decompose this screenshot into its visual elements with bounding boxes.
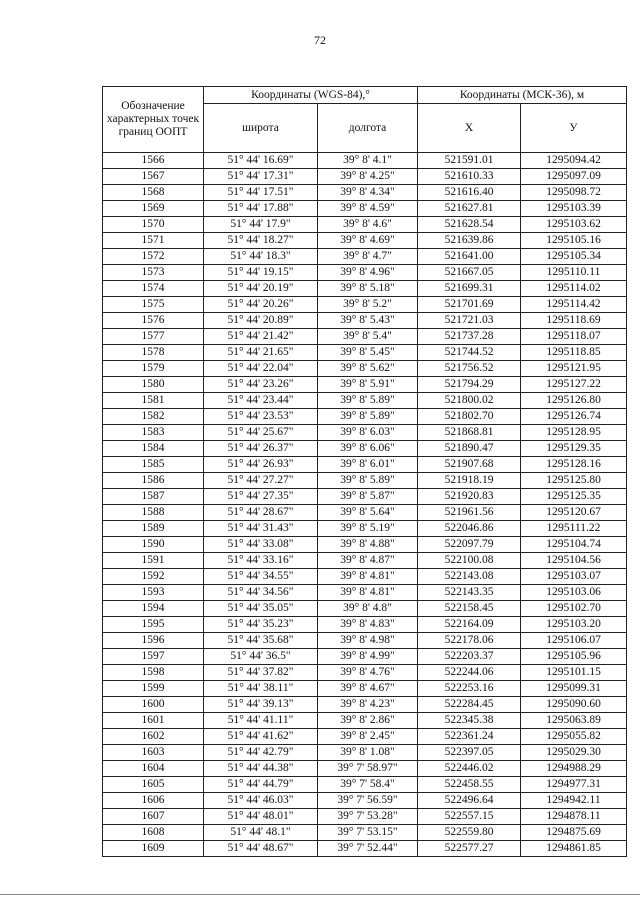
- longitude-cell: 39° 8' 5.43": [318, 313, 418, 329]
- latitude-cell: 51° 44' 20.19": [204, 281, 318, 297]
- longitude-cell: 39° 8' 4.6": [318, 217, 418, 233]
- table-row: [103, 313, 627, 329]
- y-cell: 1295099.31: [521, 681, 627, 697]
- x-cell: 521918.19: [418, 473, 521, 489]
- x-cell: 522559.80: [418, 825, 521, 841]
- y-cell: 1295129.35: [521, 441, 627, 457]
- longitude-cell: 39° 8' 1.08": [318, 745, 418, 761]
- longitude-header: долгота: [318, 104, 418, 153]
- table-body: [103, 153, 627, 857]
- table-row: [103, 377, 627, 393]
- longitude-cell: 39° 8' 4.81": [318, 569, 418, 585]
- point-id-cell: 1603: [103, 745, 204, 761]
- latitude-cell: 51° 44' 17.88": [204, 201, 318, 217]
- latitude-cell: 51° 44' 41.62": [204, 729, 318, 745]
- x-cell: 522203.37: [418, 649, 521, 665]
- latitude-cell: 51° 44' 48.67": [204, 841, 318, 857]
- x-cell: 521628.54: [418, 217, 521, 233]
- x-cell: 521627.81: [418, 201, 521, 217]
- table-row: [103, 745, 627, 761]
- y-cell: 1295063.89: [521, 713, 627, 729]
- latitude-cell: 51° 44' 36.5": [204, 649, 318, 665]
- latitude-cell: 51° 44' 23.44": [204, 393, 318, 409]
- latitude-cell: 51° 44' 20.89": [204, 313, 318, 329]
- point-id-cell: 1576: [103, 313, 204, 329]
- point-id-cell: 1572: [103, 249, 204, 265]
- longitude-cell: 39° 8' 5.89": [318, 393, 418, 409]
- point-id-cell: 1573: [103, 265, 204, 281]
- longitude-cell: 39° 8' 4.98": [318, 633, 418, 649]
- point-id-cell: 1601: [103, 713, 204, 729]
- point-id-cell: 1567: [103, 169, 204, 185]
- longitude-cell: 39° 8' 6.01": [318, 457, 418, 473]
- longitude-cell: 39° 8' 5.89": [318, 473, 418, 489]
- point-id-cell: 1595: [103, 617, 204, 633]
- point-id-cell: 1602: [103, 729, 204, 745]
- latitude-cell: 51° 44' 46.03": [204, 793, 318, 809]
- latitude-cell: 51° 44' 44.38": [204, 761, 318, 777]
- y-cell: 1295114.02: [521, 281, 627, 297]
- point-id-cell: 1604: [103, 761, 204, 777]
- table-row: [103, 761, 627, 777]
- x-cell: 522244.06: [418, 665, 521, 681]
- y-cell: 1295118.07: [521, 329, 627, 345]
- point-id-cell: 1575: [103, 297, 204, 313]
- x-cell: 521800.02: [418, 393, 521, 409]
- longitude-cell: 39° 8' 4.8": [318, 601, 418, 617]
- y-cell: 1295118.85: [521, 345, 627, 361]
- msk36-coordinates-header: Координаты (МСК-36), м: [418, 87, 627, 104]
- y-cell: 1295105.96: [521, 649, 627, 665]
- table-row: [103, 537, 627, 553]
- y-cell: 1295114.42: [521, 297, 627, 313]
- table-row: [103, 809, 627, 825]
- latitude-cell: 51° 44' 28.67": [204, 505, 318, 521]
- longitude-cell: 39° 8' 4.76": [318, 665, 418, 681]
- latitude-cell: 51° 44' 21.65": [204, 345, 318, 361]
- table-row: [103, 201, 627, 217]
- longitude-cell: 39° 8' 5.87": [318, 489, 418, 505]
- y-cell: 1295126.74: [521, 409, 627, 425]
- table-row: [103, 249, 627, 265]
- longitude-cell: 39° 8' 4.34": [318, 185, 418, 201]
- x-cell: 521591.01: [418, 153, 521, 169]
- latitude-cell: 51° 44' 17.51": [204, 185, 318, 201]
- point-id-cell: 1594: [103, 601, 204, 617]
- table-row: [103, 585, 627, 601]
- point-id-cell: 1589: [103, 521, 204, 537]
- point-id-cell: 1569: [103, 201, 204, 217]
- table-row: [103, 665, 627, 681]
- latitude-cell: 51° 44' 38.11": [204, 681, 318, 697]
- latitude-cell: 51° 44' 23.26": [204, 377, 318, 393]
- latitude-cell: 51° 44' 48.01": [204, 809, 318, 825]
- longitude-cell: 39° 8' 5.18": [318, 281, 418, 297]
- y-cell: 1295110.11: [521, 265, 627, 281]
- x-cell: 521907.68: [418, 457, 521, 473]
- table-row: [103, 473, 627, 489]
- longitude-cell: 39° 7' 58.97": [318, 761, 418, 777]
- x-cell: 521890.47: [418, 441, 521, 457]
- longitude-cell: 39° 8' 4.96": [318, 265, 418, 281]
- table-row: [103, 649, 627, 665]
- x-cell: 522397.05: [418, 745, 521, 761]
- table-row: [103, 393, 627, 409]
- y-cell: 1295121.95: [521, 361, 627, 377]
- point-id-cell: 1606: [103, 793, 204, 809]
- longitude-cell: 39° 8' 5.4": [318, 329, 418, 345]
- y-cell: 1295105.34: [521, 249, 627, 265]
- point-id-cell: 1588: [103, 505, 204, 521]
- table-row: [103, 233, 627, 249]
- y-cell: 1294861.85: [521, 841, 627, 857]
- table-row: [103, 425, 627, 441]
- y-cell: 1295104.56: [521, 553, 627, 569]
- table-row: [103, 793, 627, 809]
- latitude-cell: 51° 44' 23.53": [204, 409, 318, 425]
- x-cell: 521639.86: [418, 233, 521, 249]
- bottom-divider: [0, 894, 640, 895]
- longitude-cell: 39° 7' 52.44": [318, 841, 418, 857]
- latitude-cell: 51° 44' 34.56": [204, 585, 318, 601]
- y-cell: 1295103.39: [521, 201, 627, 217]
- longitude-cell: 39° 8' 4.87": [318, 553, 418, 569]
- longitude-cell: 39° 8' 5.19": [318, 521, 418, 537]
- x-cell: 522446.02: [418, 761, 521, 777]
- y-cell: 1295103.62: [521, 217, 627, 233]
- y-header: У: [521, 104, 627, 153]
- page-number: 72: [314, 33, 326, 47]
- latitude-cell: 51° 44' 18.27": [204, 233, 318, 249]
- longitude-cell: 39° 8' 4.83": [318, 617, 418, 633]
- table-row: [103, 825, 627, 841]
- table-row: [103, 681, 627, 697]
- y-cell: 1295106.07: [521, 633, 627, 649]
- table-row: [103, 169, 627, 185]
- table-row: [103, 777, 627, 793]
- y-cell: 1295103.07: [521, 569, 627, 585]
- x-cell: 522143.35: [418, 585, 521, 601]
- latitude-cell: 51° 44' 33.08": [204, 537, 318, 553]
- table-row: [103, 297, 627, 313]
- y-cell: 1295125.80: [521, 473, 627, 489]
- x-cell: 521794.29: [418, 377, 521, 393]
- y-cell: 1295111.22: [521, 521, 627, 537]
- table-row: [103, 185, 627, 201]
- y-cell: 1295097.09: [521, 169, 627, 185]
- point-id-cell: 1578: [103, 345, 204, 361]
- point-id-cell: 1605: [103, 777, 204, 793]
- point-id-cell: 1597: [103, 649, 204, 665]
- latitude-cell: 51° 44' 39.13": [204, 697, 318, 713]
- longitude-cell: 39° 8' 4.88": [318, 537, 418, 553]
- table-row: [103, 841, 627, 857]
- y-cell: 1295094.42: [521, 153, 627, 169]
- latitude-cell: 51° 44' 27.27": [204, 473, 318, 489]
- table-row: [103, 633, 627, 649]
- y-cell: 1295029.30: [521, 745, 627, 761]
- longitude-cell: 39° 8' 2.86": [318, 713, 418, 729]
- y-cell: 1295098.72: [521, 185, 627, 201]
- longitude-cell: 39° 8' 5.89": [318, 409, 418, 425]
- longitude-cell: 39° 8' 5.64": [318, 505, 418, 521]
- table-row: [103, 489, 627, 505]
- longitude-cell: 39° 8' 5.45": [318, 345, 418, 361]
- table-row: [103, 153, 627, 169]
- x-header: X: [418, 104, 521, 153]
- point-designation-header: Обозначение характерных точек границ ООПТ: [103, 87, 204, 153]
- point-id-cell: 1574: [103, 281, 204, 297]
- y-cell: 1295102.70: [521, 601, 627, 617]
- table-row: [103, 345, 627, 361]
- table-row: [103, 697, 627, 713]
- table-row: [103, 569, 627, 585]
- point-id-cell: 1570: [103, 217, 204, 233]
- latitude-cell: 51° 44' 35.05": [204, 601, 318, 617]
- longitude-cell: 39° 8' 4.67": [318, 681, 418, 697]
- point-id-cell: 1566: [103, 153, 204, 169]
- table-row: [103, 217, 627, 233]
- x-cell: 521756.52: [418, 361, 521, 377]
- table-row: [103, 713, 627, 729]
- y-cell: 1295128.16: [521, 457, 627, 473]
- point-id-cell: 1568: [103, 185, 204, 201]
- table-header: [103, 87, 627, 153]
- latitude-cell: 51° 44' 33.16": [204, 553, 318, 569]
- latitude-cell: 51° 44' 21.42": [204, 329, 318, 345]
- longitude-cell: 39° 8' 6.06": [318, 441, 418, 457]
- table-row: [103, 409, 627, 425]
- table-row: [103, 553, 627, 569]
- x-cell: 522046.86: [418, 521, 521, 537]
- point-id-cell: 1585: [103, 457, 204, 473]
- x-cell: 522284.45: [418, 697, 521, 713]
- x-cell: 522178.06: [418, 633, 521, 649]
- x-cell: 522557.15: [418, 809, 521, 825]
- y-cell: 1294878.11: [521, 809, 627, 825]
- table-row: [103, 265, 627, 281]
- point-id-cell: 1581: [103, 393, 204, 409]
- y-cell: 1295055.82: [521, 729, 627, 745]
- y-cell: 1294977.31: [521, 777, 627, 793]
- x-cell: 522458.55: [418, 777, 521, 793]
- x-cell: 522097.79: [418, 537, 521, 553]
- coordinates-table: [102, 86, 627, 857]
- y-cell: 1295105.16: [521, 233, 627, 249]
- latitude-cell: 51° 44' 31.43": [204, 521, 318, 537]
- x-cell: 522253.16: [418, 681, 521, 697]
- x-cell: 521920.83: [418, 489, 521, 505]
- y-cell: 1295101.15: [521, 665, 627, 681]
- longitude-cell: 39° 8' 4.69": [318, 233, 418, 249]
- point-id-cell: 1586: [103, 473, 204, 489]
- longitude-cell: 39° 8' 5.91": [318, 377, 418, 393]
- point-id-cell: 1580: [103, 377, 204, 393]
- y-cell: 1295127.22: [521, 377, 627, 393]
- x-cell: 521699.31: [418, 281, 521, 297]
- x-cell: 521721.03: [418, 313, 521, 329]
- point-id-cell: 1598: [103, 665, 204, 681]
- point-id-cell: 1584: [103, 441, 204, 457]
- point-id-cell: 1593: [103, 585, 204, 601]
- x-cell: 521737.28: [418, 329, 521, 345]
- latitude-cell: 51° 44' 42.79": [204, 745, 318, 761]
- table-row: [103, 281, 627, 297]
- point-id-cell: 1591: [103, 553, 204, 569]
- x-cell: 521616.40: [418, 185, 521, 201]
- x-cell: 521610.33: [418, 169, 521, 185]
- longitude-cell: 39° 8' 4.1": [318, 153, 418, 169]
- table-row: [103, 617, 627, 633]
- y-cell: 1295090.60: [521, 697, 627, 713]
- x-cell: 522158.45: [418, 601, 521, 617]
- latitude-cell: 51° 44' 35.23": [204, 617, 318, 633]
- y-cell: 1295104.74: [521, 537, 627, 553]
- table-row: [103, 601, 627, 617]
- longitude-cell: 39° 8' 2.45": [318, 729, 418, 745]
- table-row: [103, 729, 627, 745]
- table-row: [103, 361, 627, 377]
- point-id-cell: 1609: [103, 841, 204, 857]
- x-cell: 521802.70: [418, 409, 521, 425]
- latitude-cell: 51° 44' 18.3": [204, 249, 318, 265]
- y-cell: 1294942.11: [521, 793, 627, 809]
- latitude-header: широта: [204, 104, 318, 153]
- point-id-cell: 1577: [103, 329, 204, 345]
- latitude-cell: 51° 44' 44.79": [204, 777, 318, 793]
- x-cell: 521744.52: [418, 345, 521, 361]
- latitude-cell: 51° 44' 20.26": [204, 297, 318, 313]
- longitude-cell: 39° 8' 5.62": [318, 361, 418, 377]
- latitude-cell: 51° 44' 17.9": [204, 217, 318, 233]
- x-cell: 522345.38: [418, 713, 521, 729]
- y-cell: 1295118.69: [521, 313, 627, 329]
- latitude-cell: 51° 44' 27.35": [204, 489, 318, 505]
- latitude-cell: 51° 44' 48.1": [204, 825, 318, 841]
- latitude-cell: 51° 44' 26.37": [204, 441, 318, 457]
- table-row: [103, 457, 627, 473]
- latitude-cell: 51° 44' 22.04": [204, 361, 318, 377]
- x-cell: 521641.00: [418, 249, 521, 265]
- point-id-cell: 1596: [103, 633, 204, 649]
- table-row: [103, 329, 627, 345]
- longitude-cell: 39° 8' 4.59": [318, 201, 418, 217]
- longitude-cell: 39° 8' 6.03": [318, 425, 418, 441]
- longitude-cell: 39° 8' 4.25": [318, 169, 418, 185]
- point-id-cell: 1583: [103, 425, 204, 441]
- table-row: [103, 505, 627, 521]
- x-cell: 521868.81: [418, 425, 521, 441]
- longitude-cell: 39° 8' 4.99": [318, 649, 418, 665]
- point-id-cell: 1592: [103, 569, 204, 585]
- latitude-cell: 51° 44' 19.15": [204, 265, 318, 281]
- latitude-cell: 51° 44' 34.55": [204, 569, 318, 585]
- y-cell: 1294875.69: [521, 825, 627, 841]
- longitude-cell: 39° 7' 56.59": [318, 793, 418, 809]
- point-id-cell: 1607: [103, 809, 204, 825]
- y-cell: 1295128.95: [521, 425, 627, 441]
- longitude-cell: 39° 8' 4.7": [318, 249, 418, 265]
- longitude-cell: 39° 7' 53.28": [318, 809, 418, 825]
- x-cell: 522496.64: [418, 793, 521, 809]
- y-cell: 1295120.67: [521, 505, 627, 521]
- x-cell: 521701.69: [418, 297, 521, 313]
- x-cell: 522143.08: [418, 569, 521, 585]
- x-cell: 522164.09: [418, 617, 521, 633]
- x-cell: 522577.27: [418, 841, 521, 857]
- point-id-cell: 1599: [103, 681, 204, 697]
- x-cell: 522361.24: [418, 729, 521, 745]
- x-cell: 521961.56: [418, 505, 521, 521]
- latitude-cell: 51° 44' 41.11": [204, 713, 318, 729]
- point-id-cell: 1600: [103, 697, 204, 713]
- x-cell: 522100.08: [418, 553, 521, 569]
- table-row: [103, 441, 627, 457]
- y-cell: 1295125.35: [521, 489, 627, 505]
- longitude-cell: 39° 8' 4.23": [318, 697, 418, 713]
- table-row: [103, 521, 627, 537]
- point-id-cell: 1579: [103, 361, 204, 377]
- point-id-cell: 1587: [103, 489, 204, 505]
- latitude-cell: 51° 44' 17.31": [204, 169, 318, 185]
- point-id-cell: 1571: [103, 233, 204, 249]
- y-cell: 1295103.06: [521, 585, 627, 601]
- longitude-cell: 39° 7' 53.15": [318, 825, 418, 841]
- y-cell: 1294988.29: [521, 761, 627, 777]
- latitude-cell: 51° 44' 35.68": [204, 633, 318, 649]
- longitude-cell: 39° 8' 5.2": [318, 297, 418, 313]
- point-id-cell: 1590: [103, 537, 204, 553]
- wgs84-coordinates-header: Координаты (WGS-84),°: [204, 87, 418, 104]
- point-id-cell: 1582: [103, 409, 204, 425]
- latitude-cell: 51° 44' 25.67": [204, 425, 318, 441]
- y-cell: 1295103.20: [521, 617, 627, 633]
- longitude-cell: 39° 8' 4.81": [318, 585, 418, 601]
- latitude-cell: 51° 44' 16.69": [204, 153, 318, 169]
- y-cell: 1295126.80: [521, 393, 627, 409]
- x-cell: 521667.05: [418, 265, 521, 281]
- longitude-cell: 39° 7' 58.4": [318, 777, 418, 793]
- latitude-cell: 51° 44' 37.82": [204, 665, 318, 681]
- latitude-cell: 51° 44' 26.93": [204, 457, 318, 473]
- point-id-cell: 1608: [103, 825, 204, 841]
